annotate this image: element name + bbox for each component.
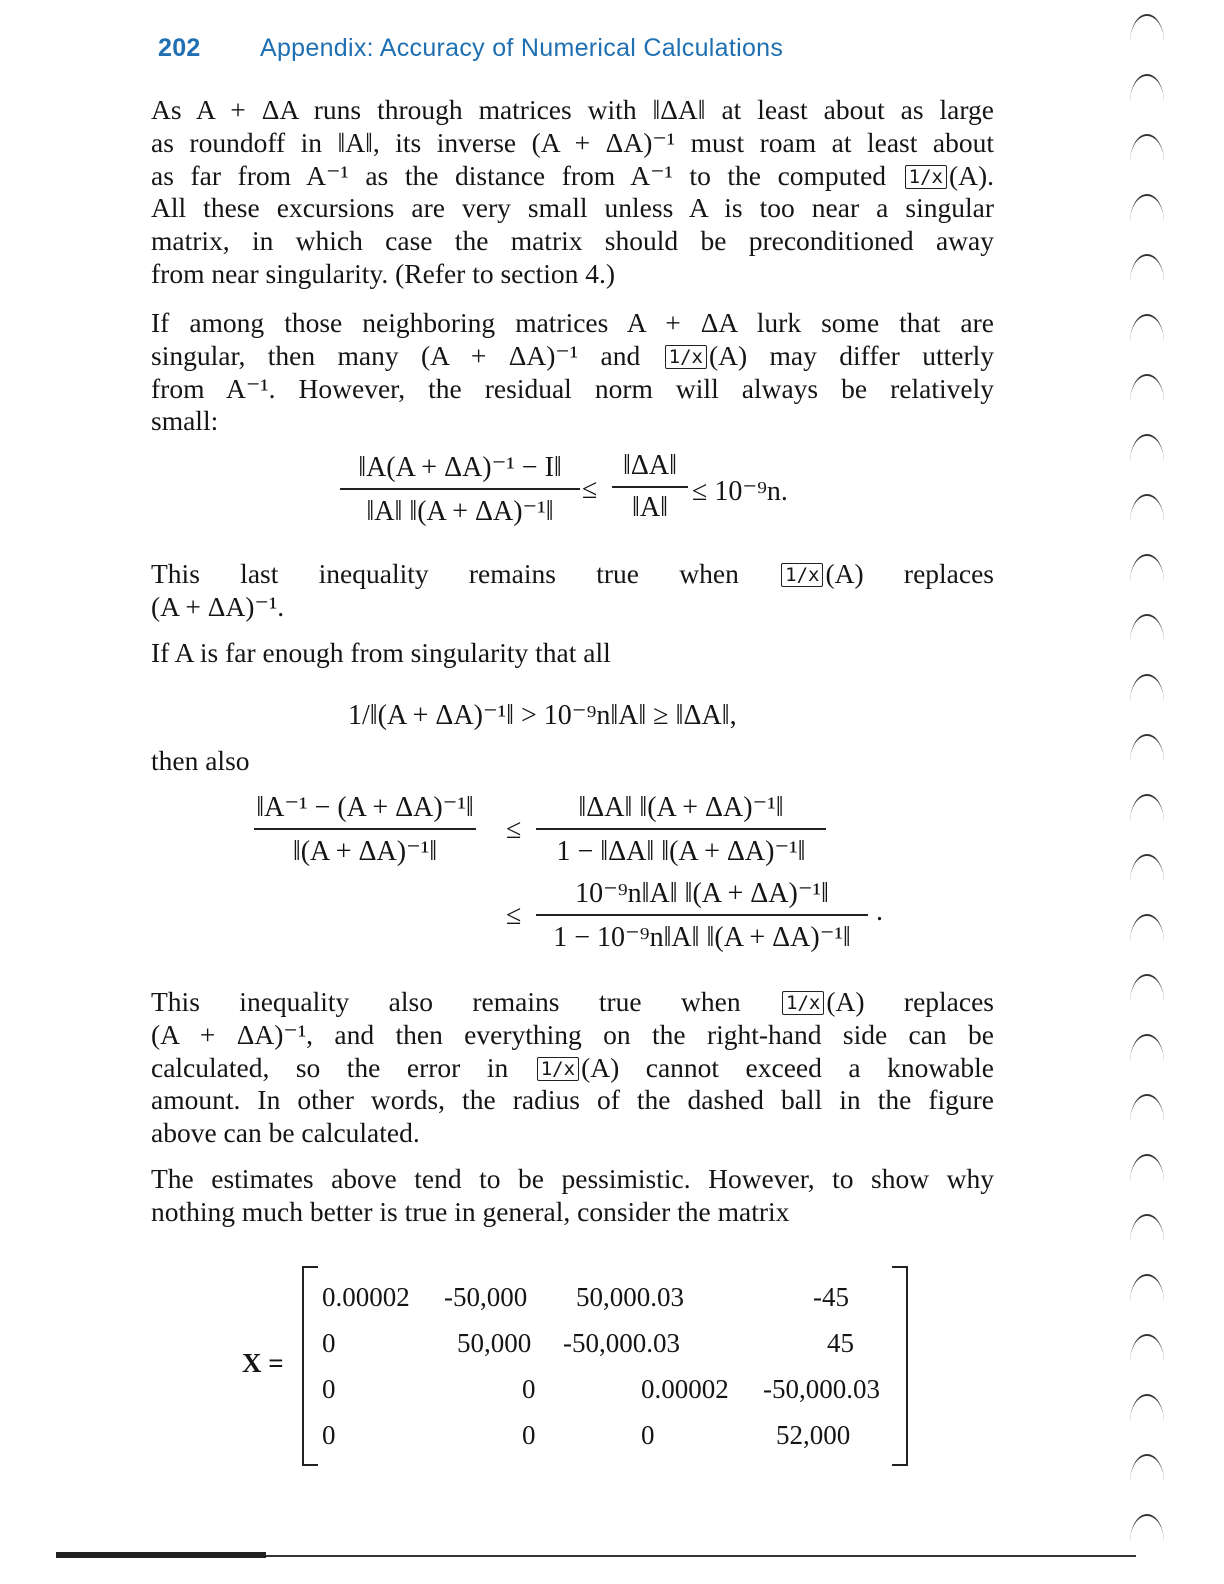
fraction [612,450,688,524]
bottom-rule-accent [56,1552,266,1558]
text-line: The estimates above tend to be pessimistic. However, to show why [151,1163,994,1194]
binding-ring [1130,1214,1164,1228]
binding-ring [1130,194,1164,208]
chapter-title: Appendix: Accuracy of Numerical Calculations [260,34,784,62]
matrix-cell: 0.00002 [641,1374,729,1404]
text-line: (A + ΔA)⁻¹, and then everything on the right-hand side can be [151,1018,994,1050]
left-bracket [302,1266,318,1466]
binding-ring [1130,1094,1164,1108]
matrix-cell: -50,000.03 [763,1374,880,1404]
paragraph-7 [151,1163,994,1229]
matrix-cell: 50,000.03 [576,1282,684,1312]
text-line: nothing much better is true in general, consider the matrix [151,1195,790,1227]
matrix-cell: 0.00002 [322,1282,410,1312]
binding-ring [1130,854,1164,868]
text-segment: (A) replaces [825,558,995,589]
calculator-key: 1/x [537,1057,579,1081]
fraction [536,876,868,954]
binding-ring [1130,1514,1164,1528]
binding-ring [1130,494,1164,508]
denominator: 1 − 10⁻⁹n‖A‖ ‖(A + ΔA)⁻¹‖ [553,922,851,953]
binding-ring [1130,1394,1164,1408]
running-header [158,34,784,63]
text-line: above can be calculated. [151,1117,420,1149]
text-line: small: [151,405,219,437]
equation-tail: . [876,896,883,927]
text-line: from near singularity. (Refer to section 4.) [151,257,616,289]
binding-ring [1130,734,1164,748]
text-line: If among those neighboring matrices A + ΔA lurk some that are [151,307,994,338]
matrix-cell: 52,000 [776,1420,851,1450]
equation-singularity-condition: 1/‖(A + ΔA)⁻¹‖ > 10⁻⁹n‖A‖ ≥ ‖ΔA‖, [348,700,737,731]
text-line [151,986,994,1019]
right-bracket [892,1266,908,1466]
binding-ring [1130,1154,1164,1168]
text-segment: calculated, so the error in [151,1051,509,1083]
text-line: amount. In other words, the radius of the dashed ball in the figure [151,1084,994,1116]
text-segment: This last inequality remains true when [151,558,739,589]
text-line: then also [151,745,250,776]
fraction [536,790,826,868]
text-segment: This inequality also remains true when [151,986,741,1017]
matrix-cell: 45 [827,1328,854,1358]
binding-ring [1130,14,1164,28]
matrix-label: X = [242,1348,284,1378]
text-line [151,558,994,591]
matrix-cell: 0 [522,1420,536,1450]
text-line: If A is far enough from singularity that all [151,637,611,668]
text-line [151,340,994,373]
numerator: ‖A(A + ΔA)⁻¹ − I‖ [358,452,562,483]
page-number: 202 [158,34,201,62]
calculator-key: 1/x [781,563,823,587]
binding-ring [1130,374,1164,388]
paragraph-5 [151,745,994,778]
binding-ring [1130,674,1164,688]
binding-ring [1130,1334,1164,1348]
text-segment: (A). [948,159,995,191]
text-segment: as far from A⁻¹ as the distance from A⁻¹ to the computed [151,159,887,191]
text-segment: (A) replaces [826,986,995,1017]
matrix-x [240,1266,930,1466]
matrix-cell: 0 [322,1374,336,1404]
relation-symbol: ≤ [506,900,522,931]
text-segment: singular, then many (A + ΔA)⁻¹ and [151,339,641,371]
relation-symbol: ≤ [506,814,522,845]
paragraph-4 [151,637,994,670]
text-line: as roundoff in ‖A‖, its inverse (A + ΔA)⁻¹ must roam at least about [151,126,994,158]
calculator-key: 1/x [782,991,824,1015]
text-segment: (A) cannot exceed a knowable [581,1051,995,1083]
matrix-cell: 0 [522,1374,536,1404]
numerator: ‖ΔA‖ ‖(A + ΔA)⁻¹‖ [578,792,784,823]
text-line: As A + ΔA runs through matrices with ‖ΔA‖ at least about as large [151,94,994,125]
matrix-cell: -45 [813,1282,849,1312]
binding-ring [1130,794,1164,808]
text-line [151,1052,994,1085]
denominator: ‖(A + ΔA)⁻¹‖ [292,836,438,867]
text-line [151,160,994,193]
fraction [340,450,580,528]
calculator-key: 1/x [905,165,947,189]
binding-ring [1130,914,1164,928]
binding-ring [1130,1274,1164,1288]
paragraph-6 [151,986,994,1150]
denominator: ‖A‖ [632,492,668,523]
binding-ring [1130,314,1164,328]
denominator: ‖A‖ ‖(A + ΔA)⁻¹‖ [366,496,554,527]
binding-ring [1130,254,1164,268]
text-line: All these excursions are very small unless A is too near a singular [151,192,994,224]
matrix-cell: 0 [322,1420,336,1450]
text-line: (A + ΔA)⁻¹. [151,590,285,622]
matrix-cell: -50,000 [444,1282,528,1312]
binding-ring [1130,1034,1164,1048]
numerator: ‖A⁻¹ − (A + ΔA)⁻¹‖ [256,792,474,823]
matrix-cell: 0 [641,1420,655,1450]
binding-ring [1130,134,1164,148]
paragraph-1 [151,94,994,291]
binding-ring [1130,554,1164,568]
paragraph-3 [151,558,994,624]
binding-ring [1130,74,1164,88]
relation-symbol: ≤ [582,474,598,505]
text-line: matrix, in which case the matrix should be preconditioned away [151,225,994,257]
numerator: ‖ΔA‖ [623,450,677,481]
numerator: 10⁻⁹n‖A‖ ‖(A + ΔA)⁻¹‖ [575,878,829,909]
matrix-cell: -50,000.03 [563,1328,680,1358]
equation-tail: ≤ 10⁻⁹n. [692,476,788,507]
binding-ring [1130,614,1164,628]
paragraph-2 [151,307,994,438]
matrix-cell: 50,000 [457,1328,532,1358]
binding-ring [1130,974,1164,988]
calculator-key: 1/x [665,345,707,369]
binding-ring [1130,434,1164,448]
matrix-cell: 0 [322,1328,336,1358]
fraction [254,790,476,868]
binding-ring [1130,1454,1164,1468]
text-segment: (A) may differ utterly [708,339,994,371]
text-line: from A⁻¹. However, the residual norm will always be relatively [151,372,994,404]
denominator: 1 − ‖ΔA‖ ‖(A + ΔA)⁻¹‖ [556,836,806,867]
